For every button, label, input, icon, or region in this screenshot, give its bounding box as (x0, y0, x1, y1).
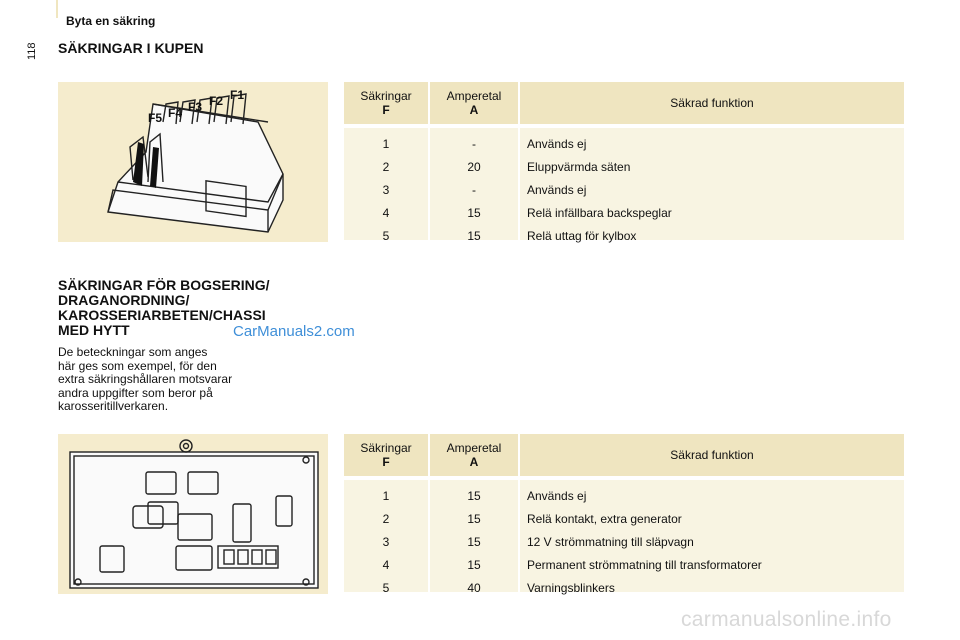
table-row (344, 530, 904, 553)
description-paragraph (58, 346, 308, 414)
paragraph-line: karosseritillverkaren. (58, 399, 169, 413)
header-fuses-sub: F (382, 103, 390, 117)
cell-amp: - (429, 132, 519, 155)
cell-function: Relä infällbara backspeglar (527, 205, 672, 220)
cell-fuse: 5 (344, 576, 429, 599)
table-row (344, 576, 904, 599)
cell-fuse: 1 (344, 132, 429, 155)
fuse-label-f2: F2 (209, 94, 224, 108)
header-amperage-label: Amperetal (446, 89, 502, 103)
cell-amp: 20 (429, 155, 519, 178)
fuse-label-f1: F1 (230, 88, 245, 102)
cell-fuse: 1 (344, 484, 429, 507)
cell-function: Relä uttag för kylbox (527, 228, 637, 243)
cell-amp: 15 (429, 201, 519, 224)
cell-amp: 15 (429, 224, 519, 247)
cell-fuse: 4 (344, 553, 429, 576)
paragraph-line: andra uppgifter som beror på (58, 385, 213, 400)
cell-fuse: 4 (344, 201, 429, 224)
header-fuses-label: Säkringar (360, 441, 412, 455)
table-row (344, 178, 904, 201)
cell-amp: 15 (429, 507, 519, 530)
cell-fuse: 3 (344, 530, 429, 553)
cell-amp: 15 (429, 484, 519, 507)
cell-fuse: 2 (344, 507, 429, 530)
header-amperage-sub: A (469, 103, 479, 117)
header-fuses-sub: F (382, 455, 390, 469)
cell-function: Används ej (527, 488, 587, 503)
table-row (344, 553, 904, 576)
paragraph-line: extra säkringshållaren motsvarar (58, 372, 233, 386)
fuse-holder-drawing (58, 434, 328, 594)
table-row (344, 201, 904, 224)
header-function: Säkrad funktion (519, 434, 904, 476)
header-amperage-label: Amperetal (446, 441, 502, 455)
title-line: MED HYTT (58, 322, 130, 338)
cell-amp: - (429, 178, 519, 201)
table-row (344, 507, 904, 530)
cell-function: Används ej (527, 182, 587, 197)
cell-amp: 40 (429, 576, 519, 599)
header-fuses (344, 434, 429, 476)
watermark-carmanualsonline: carmanualsonline.info (681, 608, 892, 631)
cell-fuse: 3 (344, 178, 429, 201)
watermark-carmanuals2: CarManuals2.com (233, 323, 355, 340)
cabin-fuse-table (344, 82, 904, 243)
fuse-box-illustration (58, 82, 328, 242)
table-row (344, 484, 904, 507)
header-function: Säkrad funktion (519, 82, 904, 124)
paragraph-line: här ges som exempel, för den (58, 358, 217, 373)
chapter-title: Byta en säkring (66, 14, 156, 28)
table-row (344, 155, 904, 178)
cell-function: 12 V strömmatning till släpvagn (527, 534, 694, 549)
fuse-label-f3: F3 (188, 100, 203, 114)
margin-line (56, 0, 58, 18)
cell-fuse: 2 (344, 155, 429, 178)
extra-fuse-holder-illustration (58, 434, 328, 594)
section-title-cabin-fuses: SÄKRINGAR I KUPEN (58, 40, 204, 56)
paragraph-line: De beteckningar som anges (58, 345, 208, 359)
cell-function: Eluppvärmda säten (527, 159, 631, 174)
fuse-box-drawing (58, 82, 328, 242)
header-fuses-label: Säkringar (360, 89, 412, 103)
header-fuses (344, 82, 429, 124)
header-amperage-sub: A (469, 455, 479, 469)
fuse-label-f5: F5 (148, 111, 163, 125)
cell-function: Permanent strömmatning till transformatorer (527, 557, 762, 572)
towing-fuse-table (344, 434, 904, 595)
cell-amp: 15 (429, 553, 519, 576)
title-line: KAROSSERIARBETEN/CHASSI (58, 307, 266, 323)
page-number: 118 (26, 42, 38, 60)
fuse-label-f4: F4 (168, 106, 183, 120)
title-line: SÄKRINGAR FÖR BOGSERING/ (58, 277, 270, 293)
table-row (344, 132, 904, 155)
cell-fuse: 5 (344, 224, 429, 247)
cell-amp: 15 (429, 530, 519, 553)
title-line: DRAGANORDNING/ (58, 292, 190, 308)
header-amperage (429, 434, 519, 476)
cell-function: Relä kontakt, extra generator (527, 511, 682, 526)
header-amperage (429, 82, 519, 124)
cell-function: Varningsblinkers (527, 580, 615, 595)
cell-function: Används ej (527, 136, 587, 151)
table-row (344, 224, 904, 247)
